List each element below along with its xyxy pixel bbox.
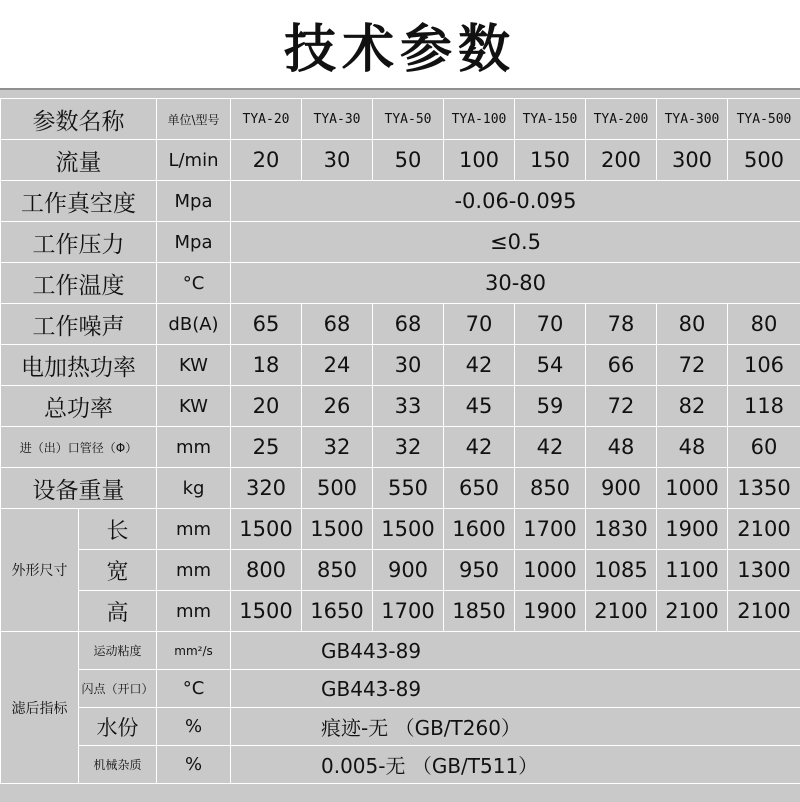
- value-cell: 1700: [373, 591, 444, 632]
- unit-cell: mm²/s: [157, 632, 231, 670]
- value-cell: 2100: [586, 591, 657, 632]
- dim-length-row: [1, 509, 800, 550]
- unit-cell: °C: [157, 263, 231, 304]
- model-header: TYA-200: [586, 99, 657, 140]
- model-header: TYA-150: [515, 99, 586, 140]
- value-cell: 痕迹-无 （GB/T260）: [231, 708, 800, 746]
- row-label: 流量: [1, 140, 157, 181]
- value-cell: 1000: [657, 468, 728, 509]
- value-cell: 0.005-无 （GB/T511）: [231, 746, 800, 784]
- filter-impurity-row: [1, 746, 800, 784]
- model-header: TYA-20: [231, 99, 302, 140]
- value-cell: 82: [657, 386, 728, 427]
- dimensions-group-label: 外形尺寸: [1, 509, 79, 632]
- value-cell: 30: [373, 345, 444, 386]
- unit-cell: dB(A): [157, 304, 231, 345]
- value-cell: 30-80: [231, 263, 800, 304]
- value-cell: GB443-89: [231, 632, 800, 670]
- value-cell: 54: [515, 345, 586, 386]
- unit-cell: Mpa: [157, 181, 231, 222]
- page-title: 技术参数: [284, 7, 516, 82]
- flow-row: [1, 140, 800, 181]
- row-label: 总功率: [1, 386, 157, 427]
- value-cell: 70: [444, 304, 515, 345]
- unit-cell: kg: [157, 468, 231, 509]
- noise-row: [1, 304, 800, 345]
- value-cell: 59: [515, 386, 586, 427]
- filter-flash-row: [1, 670, 800, 708]
- sub-label: 高: [79, 591, 157, 632]
- value-cell: 2100: [657, 591, 728, 632]
- value-cell: 1300: [728, 550, 800, 591]
- sub-label: 宽: [79, 550, 157, 591]
- spec-table: [0, 98, 800, 784]
- value-cell: 1000: [515, 550, 586, 591]
- value-cell: 20: [231, 140, 302, 181]
- weight-row: [1, 468, 800, 509]
- value-cell: 24: [302, 345, 373, 386]
- unit-cell: %: [157, 708, 231, 746]
- value-cell: ≤0.5: [231, 222, 800, 263]
- value-cell: 500: [728, 140, 800, 181]
- value-cell: 1900: [657, 509, 728, 550]
- model-header: TYA-50: [373, 99, 444, 140]
- value-cell: 45: [444, 386, 515, 427]
- value-cell: 850: [302, 550, 373, 591]
- sub-label: 水份: [79, 708, 157, 746]
- value-cell: 1850: [444, 591, 515, 632]
- temp-row: [1, 263, 800, 304]
- value-cell: 48: [586, 427, 657, 468]
- row-label: 进（出）口管径（Φ）: [1, 427, 157, 468]
- filter-group-label: 滤后指标: [1, 632, 79, 784]
- value-cell: 48: [657, 427, 728, 468]
- sub-label: 运动粘度: [79, 632, 157, 670]
- vacuum-row: [1, 181, 800, 222]
- value-cell: 25: [231, 427, 302, 468]
- unit-cell: L/min: [157, 140, 231, 181]
- row-label: 工作噪声: [1, 304, 157, 345]
- value-cell: 106: [728, 345, 800, 386]
- param-name-header: 参数名称: [1, 99, 157, 140]
- row-label: 工作压力: [1, 222, 157, 263]
- header-row: [1, 99, 800, 140]
- unit-model-header: 单位\型号: [157, 99, 231, 140]
- value-cell: 900: [373, 550, 444, 591]
- value-cell: 650: [444, 468, 515, 509]
- value-cell: 50: [373, 140, 444, 181]
- row-label: 电加热功率: [1, 345, 157, 386]
- total-power-row: [1, 386, 800, 427]
- value-cell: 1100: [657, 550, 728, 591]
- value-cell: 150: [515, 140, 586, 181]
- heat-power-row: [1, 345, 800, 386]
- spec-sheet: [0, 88, 800, 802]
- value-cell: 200: [586, 140, 657, 181]
- unit-cell: mm: [157, 427, 231, 468]
- value-cell: 850: [515, 468, 586, 509]
- value-cell: 900: [586, 468, 657, 509]
- value-cell: 1500: [231, 591, 302, 632]
- value-cell: 68: [302, 304, 373, 345]
- value-cell: 72: [657, 345, 728, 386]
- value-cell: 32: [373, 427, 444, 468]
- value-cell: 2100: [728, 591, 800, 632]
- value-cell: 18: [231, 345, 302, 386]
- value-cell: 80: [728, 304, 800, 345]
- value-cell: -0.06-0.095: [231, 181, 800, 222]
- pipe-diameter-row: [1, 427, 800, 468]
- model-header: TYA-300: [657, 99, 728, 140]
- sub-label: 机械杂质: [79, 746, 157, 784]
- filter-water-row: [1, 708, 800, 746]
- value-cell: 118: [728, 386, 800, 427]
- value-cell: 950: [444, 550, 515, 591]
- unit-cell: %: [157, 746, 231, 784]
- value-cell: 26: [302, 386, 373, 427]
- value-cell: 32: [302, 427, 373, 468]
- unit-cell: °C: [157, 670, 231, 708]
- value-cell: 1650: [302, 591, 373, 632]
- value-cell: 60: [728, 427, 800, 468]
- value-cell: 68: [373, 304, 444, 345]
- filter-viscosity-row: [1, 632, 800, 670]
- model-header: TYA-500: [728, 99, 800, 140]
- unit-cell: mm: [157, 591, 231, 632]
- dim-width-row: [1, 550, 800, 591]
- value-cell: 72: [586, 386, 657, 427]
- model-header: TYA-100: [444, 99, 515, 140]
- unit-cell: mm: [157, 550, 231, 591]
- value-cell: 300: [657, 140, 728, 181]
- value-cell: 30: [302, 140, 373, 181]
- pressure-row: [1, 222, 800, 263]
- value-cell: 1600: [444, 509, 515, 550]
- value-cell: 70: [515, 304, 586, 345]
- value-cell: 42: [515, 427, 586, 468]
- unit-cell: Mpa: [157, 222, 231, 263]
- model-header: TYA-30: [302, 99, 373, 140]
- row-label: 工作真空度: [1, 181, 157, 222]
- value-cell: 42: [444, 345, 515, 386]
- value-cell: 1350: [728, 468, 800, 509]
- value-cell: 80: [657, 304, 728, 345]
- value-cell: 550: [373, 468, 444, 509]
- unit-cell: KW: [157, 345, 231, 386]
- value-cell: 1830: [586, 509, 657, 550]
- value-cell: 500: [302, 468, 373, 509]
- value-cell: 66: [586, 345, 657, 386]
- value-cell: 1085: [586, 550, 657, 591]
- value-cell: 2100: [728, 509, 800, 550]
- value-cell: 1500: [373, 509, 444, 550]
- unit-cell: mm: [157, 509, 231, 550]
- value-cell: 320: [231, 468, 302, 509]
- value-cell: GB443-89: [231, 670, 800, 708]
- value-cell: 65: [231, 304, 302, 345]
- value-cell: 33: [373, 386, 444, 427]
- dim-height-row: [1, 591, 800, 632]
- value-cell: 20: [231, 386, 302, 427]
- row-label: 工作温度: [1, 263, 157, 304]
- value-cell: 100: [444, 140, 515, 181]
- sub-label: 长: [79, 509, 157, 550]
- value-cell: 78: [586, 304, 657, 345]
- value-cell: 1500: [231, 509, 302, 550]
- sub-label: 闪点（开口）: [79, 670, 157, 708]
- value-cell: 1900: [515, 591, 586, 632]
- value-cell: 800: [231, 550, 302, 591]
- row-label: 设备重量: [1, 468, 157, 509]
- value-cell: 1700: [515, 509, 586, 550]
- unit-cell: KW: [157, 386, 231, 427]
- value-cell: 1500: [302, 509, 373, 550]
- title-bar: [0, 0, 800, 88]
- value-cell: 42: [444, 427, 515, 468]
